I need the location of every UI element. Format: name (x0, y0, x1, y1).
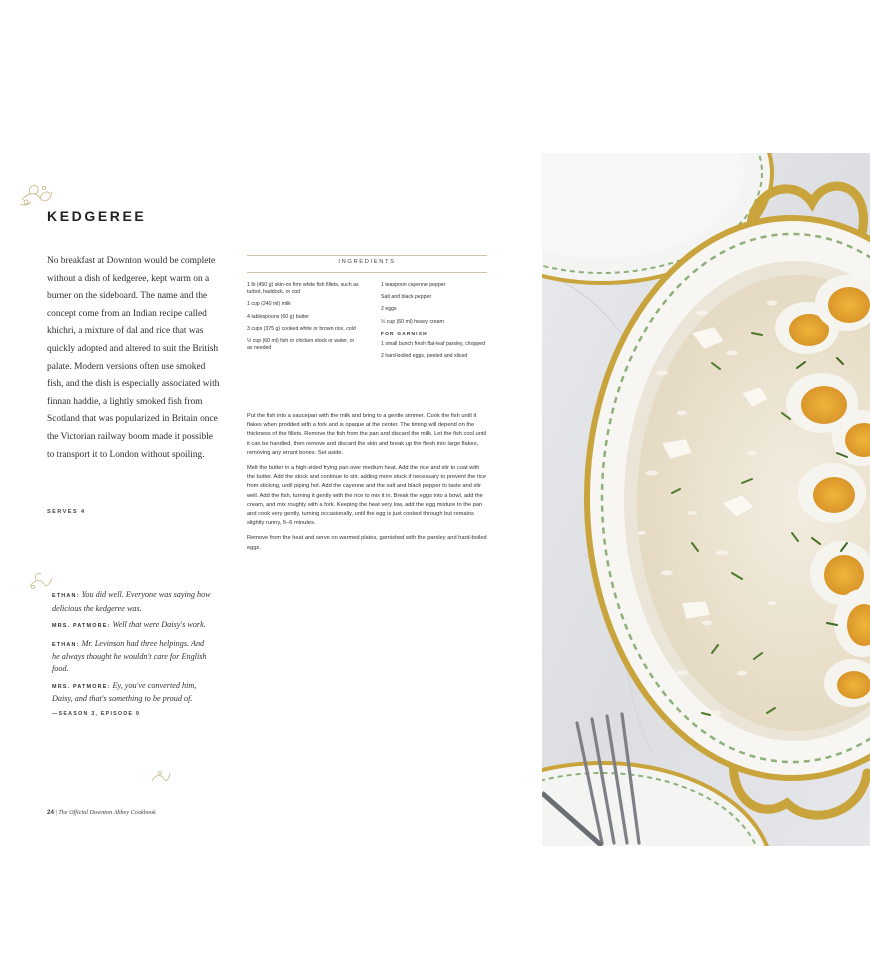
ingredient-item: 4 tablespoons (60 g) butter (247, 313, 310, 320)
kedgeree-photo (542, 153, 870, 846)
dialogue-line (52, 680, 212, 705)
page-footer (47, 809, 156, 816)
kedgeree-dish-illustration (542, 153, 870, 846)
recipe-title: KEDGEREE (47, 208, 147, 224)
dialogue-line (52, 619, 212, 633)
method-step: Remove from the heat and serve on warmed plates, garnished with the parsley and hard-boiled eggs. (247, 535, 487, 551)
footer-separator: | (55, 809, 57, 816)
floral-ornament-icon (150, 767, 172, 787)
ingredient-item: 2 eggs (381, 306, 397, 313)
book-title: The Official Downton Abbey Cookbook (58, 809, 156, 816)
method-step: Melt the butter in a high-sided frying pan over medium heat. Add the rice and stir to coat with the butter. Add the stock and continue to stir, adding more stock if necessary to prevent the rice from sticking, until piping hot. Add the cayenne and the salt and black pepper to taste and stir well. Add the fish, turning it gently with the rice to mix it in. Break the eggs into a bowl, add the cream, and mix roughly with a fork. Keeping the heat very low, add the egg mixture to the pan and cook very gently, turning occasionally, until the egg is just cooked through but remains slightly runny, 5–6 minutes. (247, 465, 487, 527)
dialogue-text: Mr. Levinson had three helpings. And he always thought he wouldn't care for English food. (52, 638, 207, 673)
ingredient-item: 1 cup (240 ml) milk (247, 301, 291, 308)
ingredient-item: ½ cup (60 ml) fish or chicken stock or water, or as needed (247, 338, 355, 352)
ingredient-item: 1 lb (450 g) skin-on firm white fish fillets, such as turbot, haddock, or cod (247, 282, 359, 296)
ingredient-item: Salt and black pepper (381, 294, 432, 301)
ingredient-item: ½ cup (60 ml) heavy cream (381, 318, 444, 325)
dialogue-text: Well that were Daisy's work. (112, 620, 206, 630)
floral-ornament-icon (18, 178, 56, 210)
recipe-intro: No breakfast at Downton would be complete without a dish of kedgeree, kept warm on a burner on the sideboard. The name and the concept come from an Indian recipe called khichri, a mixture of dal and rice that was quickly adopted and altered to suit the British palate. Modern versions often use smoked fish, and the dish is especially associated with finnan haddie, a lightly smoked fish from Scotland that was popularized in Britain once the Victorian railway boom made it possible to transport it to London without spoiling. (47, 256, 220, 460)
dialogue-line (52, 589, 212, 614)
garnish-header: FOR GARNISH (381, 331, 428, 337)
ingredient-item: 3 cups (375 g) cooked white or brown rice, cold (247, 325, 356, 332)
speaker-name: MRS. PATMORE: (52, 623, 111, 630)
dialogue-text: You did well. Everyone was saying how delicious the kedgeree was. (52, 590, 211, 613)
ingredients-column-right (381, 282, 487, 365)
floral-ornament-icon (28, 570, 54, 592)
recipe-method (247, 412, 487, 559)
method-step: Put the fish into a saucepan with the milk and bring to a gentle simmer. Cook the fish until it flakes when prodded with a fork and is opaque at the center. The timing will depend on the thickness of the fillets. Remove the fish from the pan and discard the milk. Let the fish cool until it can be handled, then remove and discard the skin and break up the flesh into large flakes, removing any errant bones. Set aside. (247, 413, 486, 456)
serves-label: SERVES 4 (47, 509, 86, 515)
dialogue-line (52, 638, 212, 675)
ingredients-header-label: INGREDIENTS (338, 259, 396, 265)
page-number: 24 (47, 809, 54, 816)
ingredients-column-left (247, 282, 359, 357)
garnish-item: 2 hard-boiled eggs, peeled and sliced (381, 353, 468, 360)
speaker-name: ETHAN: (52, 593, 80, 599)
garnish-item: 1 small bunch fresh flat-leaf parsley, chopped (381, 341, 485, 348)
ingredient-item: 1 teaspoon cayenne pepper (381, 282, 446, 288)
ingredients-header (247, 255, 487, 273)
dialogue-text: Ey, you've converted him, Daisy, and that's something to be proud of. (52, 680, 197, 704)
quote-source: —SEASON 3, EPISODE 9 (52, 710, 141, 717)
speaker-name: ETHAN: (52, 641, 80, 648)
speaker-name: MRS. PATMORE: (52, 683, 111, 690)
dialogue-quotes (52, 589, 212, 717)
